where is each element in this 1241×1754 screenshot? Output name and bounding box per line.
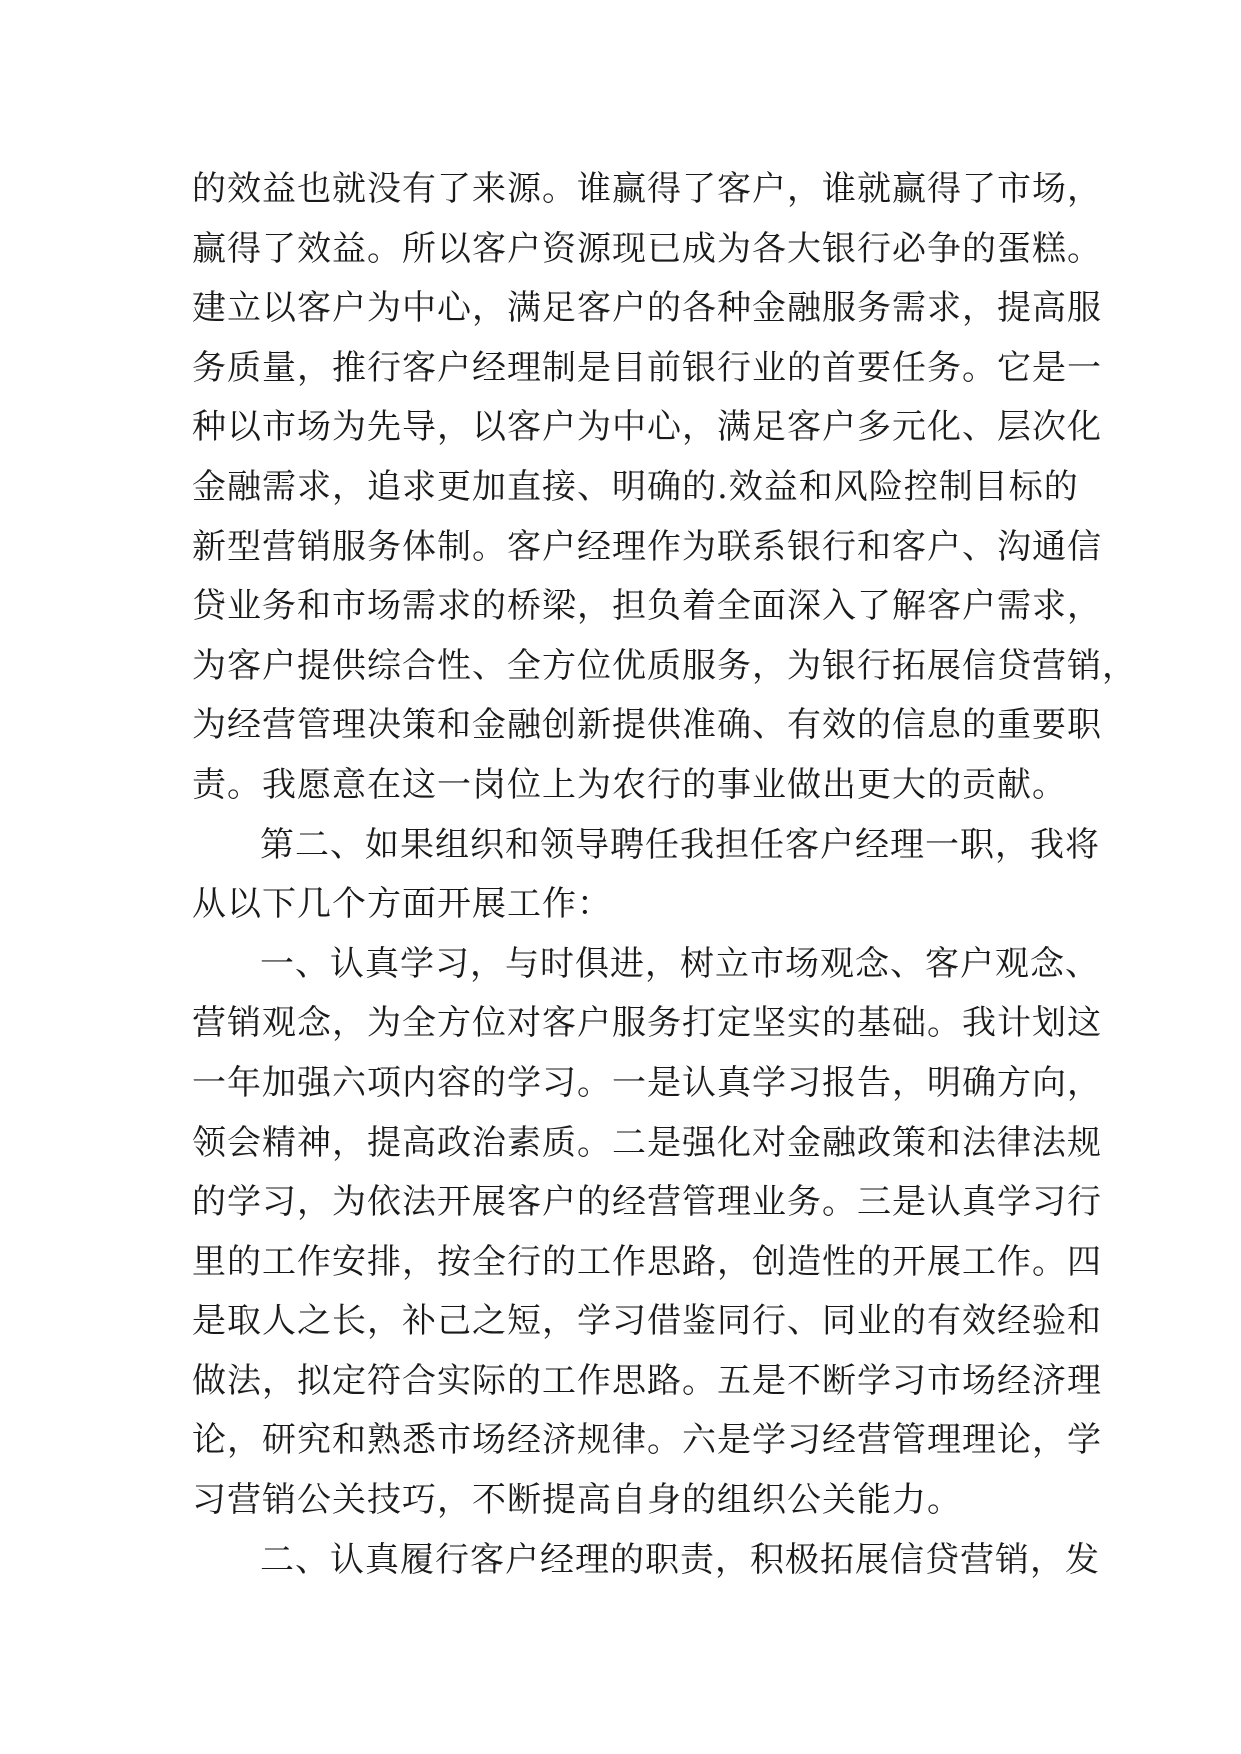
text-line: 二、认真履行客户经理的职责，积极拓展信贷营销，发 xyxy=(260,1539,1100,1580)
text-line: 习营销公关技巧，不断提高自身的组织公关能力。 xyxy=(192,1480,962,1521)
text-line: 建立以客户为中心，满足客户的各种金融服务需求，提高服 xyxy=(192,288,1102,329)
text-line: 的效益也就没有了来源。谁赢得了客户，谁就赢得了市场， xyxy=(192,169,1102,209)
text-line: 做法，拟定符合实际的工作思路。五是不断学习市场经济理 xyxy=(192,1360,1102,1401)
text-line: 一、认真学习，与时俱进，树立市场观念、客户观念、 xyxy=(260,943,1100,984)
text-line: 金融需求，追求更加直接、明确的.效益和风险控制目标的 xyxy=(192,466,1079,507)
text-line: 责。我愿意在这一岗位上为农行的事业做出更大的贡献。 xyxy=(192,764,1067,805)
text-line: 里的工作安排，按全行的工作思路，创造性的开展工作。四 xyxy=(192,1241,1102,1282)
text-line: 领会精神，提高政治素质。二是强化对金融政策和法律法规 xyxy=(192,1122,1102,1163)
text-line: 从以下几个方面开展工作： xyxy=(192,884,612,925)
text-line: 务质量，推行客户经理制是目前银行业的首要任务。它是一 xyxy=(192,347,1102,388)
text-line: 新型营销服务体制。客户经理作为联系银行和客户、沟通信 xyxy=(192,526,1102,567)
text-line: 的学习，为依法开展客户的经营管理业务。三是认真学习行 xyxy=(192,1182,1102,1223)
text-line: 贷业务和市场需求的桥梁，担负着全面深入了解客户需求， xyxy=(192,586,1102,627)
document-body xyxy=(192,160,1137,1590)
text-line: 营销观念，为全方位对客户服务打定坚实的基础。我计划这 xyxy=(192,1003,1102,1044)
text-line: 种以市场为先导，以客户为中心，满足客户多元化、层次化 xyxy=(192,407,1102,448)
text-line: 为经营管理决策和金融创新提供准确、有效的信息的重要职 xyxy=(192,705,1102,746)
text-line: 论，研究和熟悉市场经济规律。六是学习经营管理理论，学 xyxy=(192,1420,1102,1461)
text-line: 一年加强六项内容的学习。一是认真学习报告，明确方向， xyxy=(192,1062,1102,1103)
text-line: 赢得了效益。所以客户资源现已成为各大银行必争的蛋糕。 xyxy=(192,228,1102,269)
text-line: 为客户提供综合性、全方位优质服务，为银行拓展信贷营销， xyxy=(192,645,1137,686)
text-line: 第二、如果组织和领导聘任我担任客户经理一职，我将 xyxy=(260,824,1100,865)
text-line: 是取人之长，补己之短，学习借鉴同行、同业的有效经验和 xyxy=(192,1301,1102,1342)
